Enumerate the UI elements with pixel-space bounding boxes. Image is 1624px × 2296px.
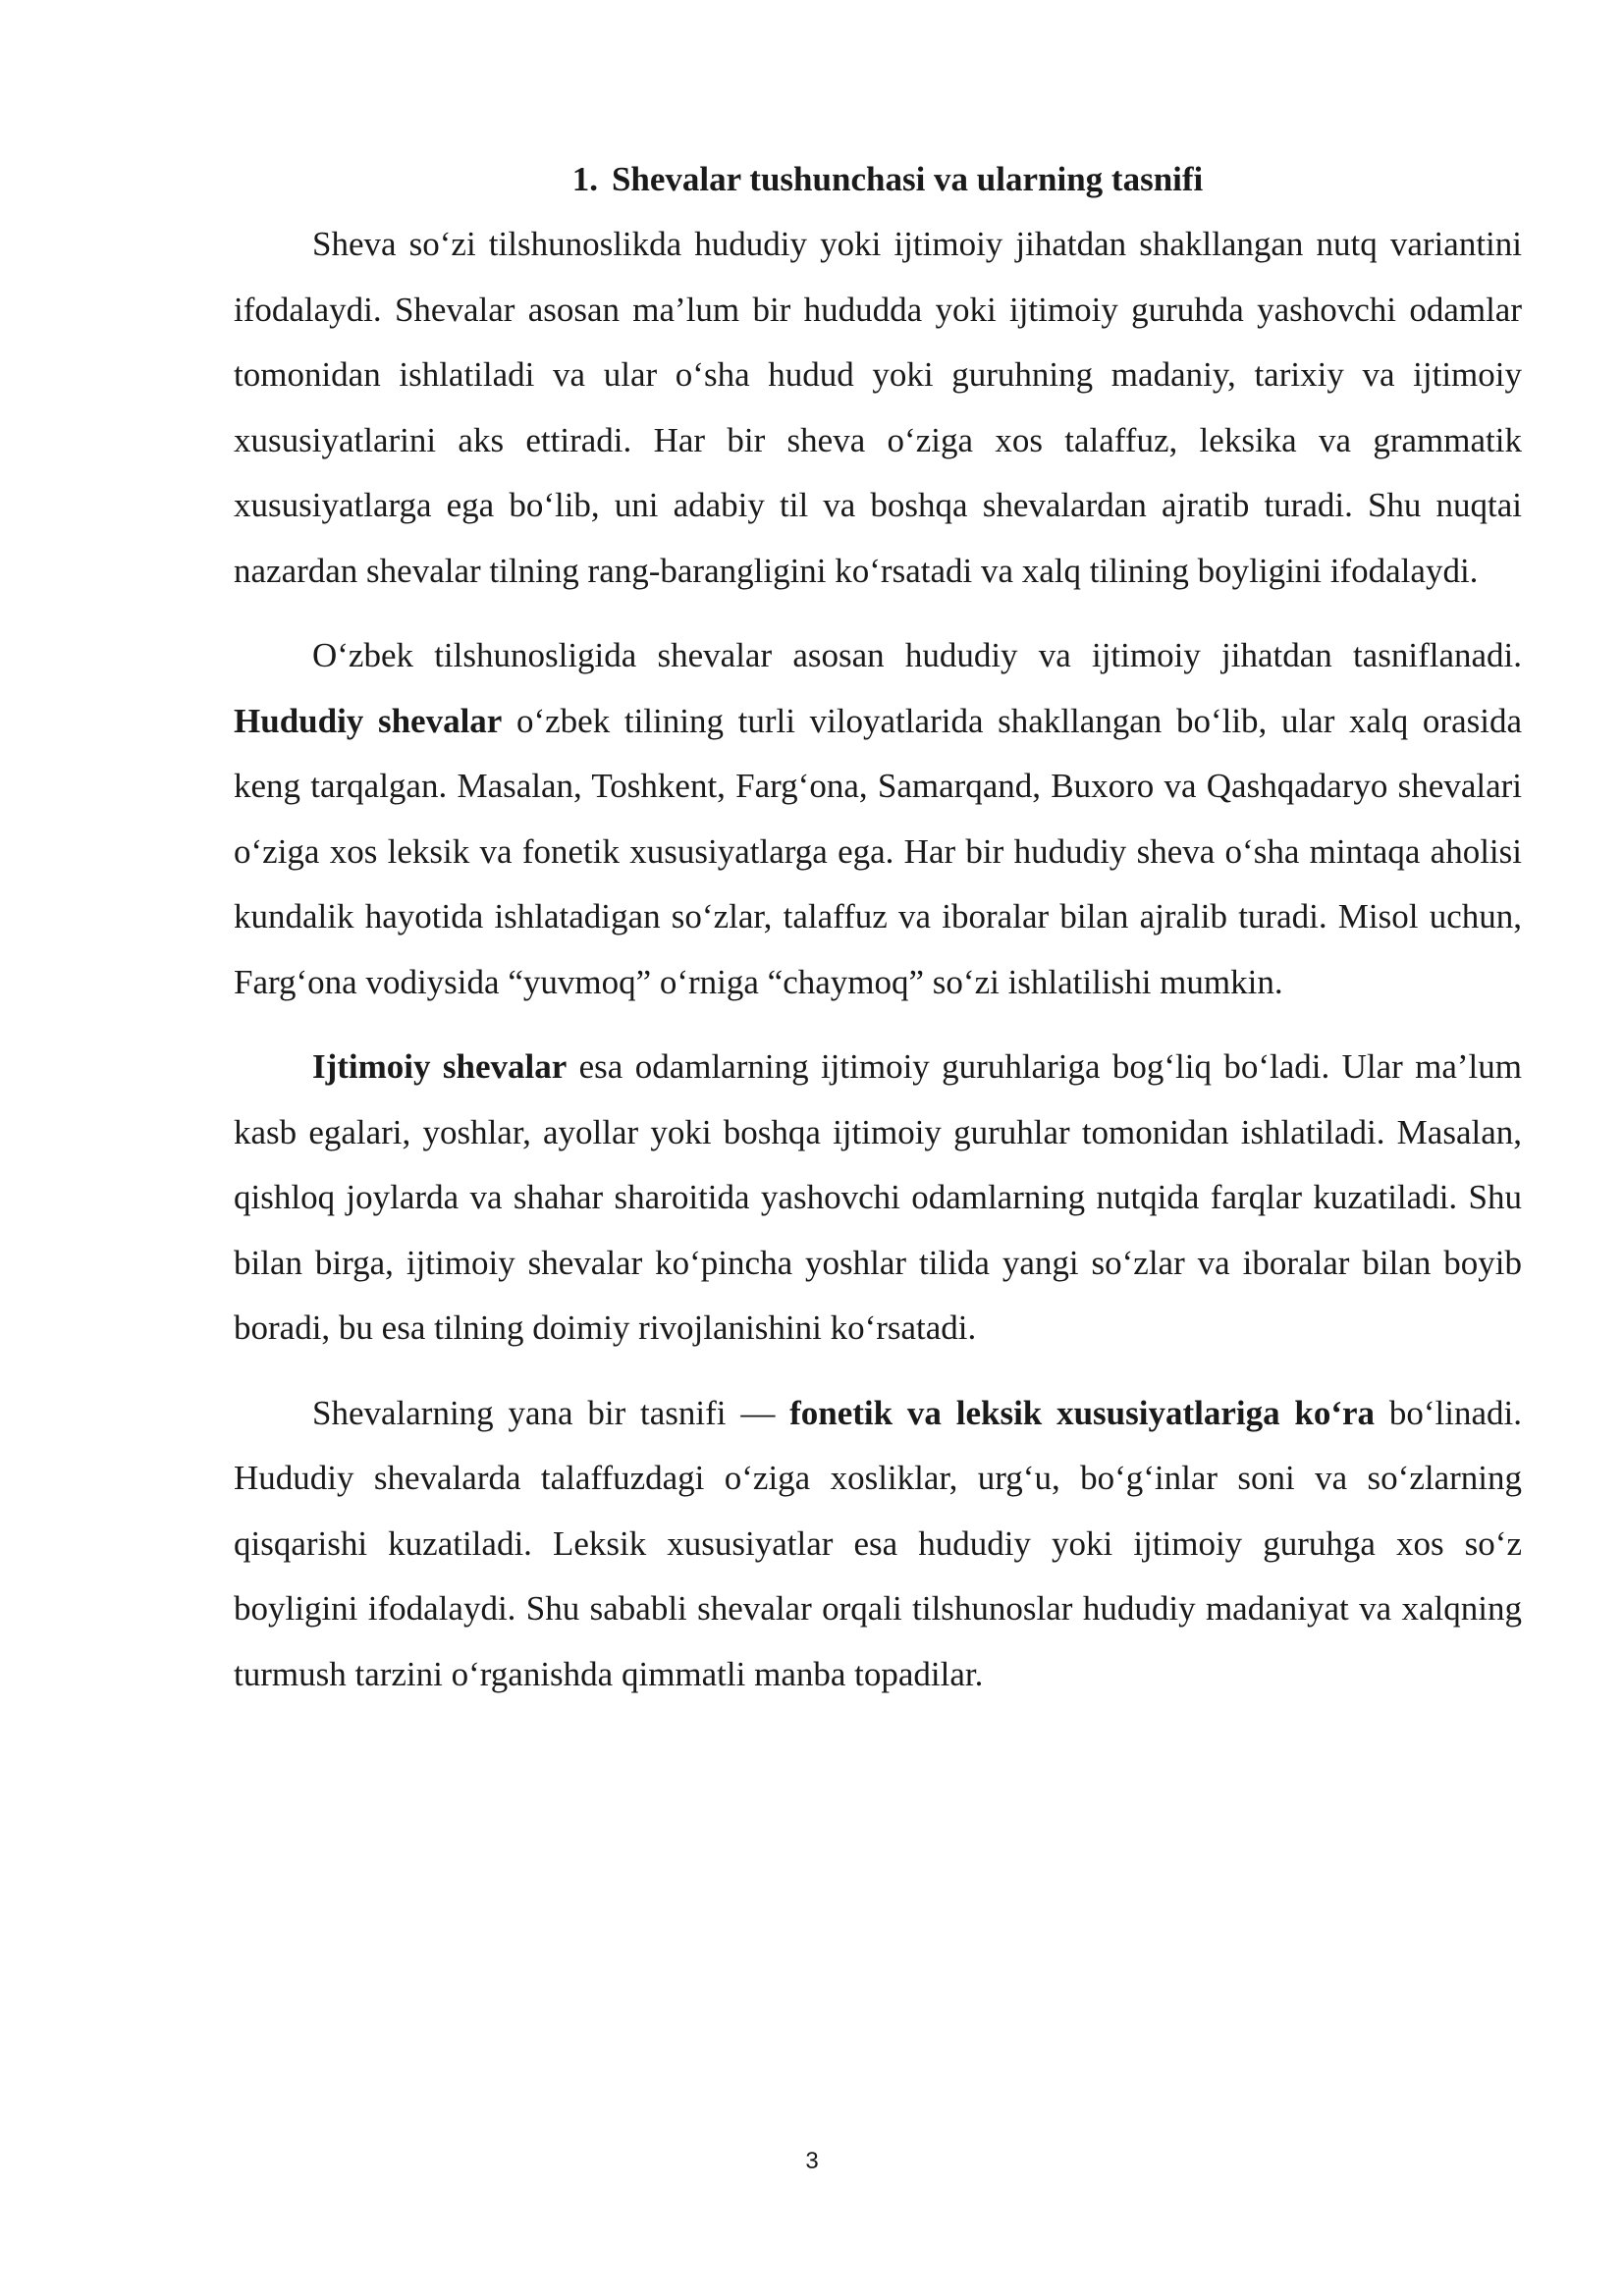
paragraph-4: [234, 1381, 1522, 1708]
page-number: 3: [805, 2148, 819, 2174]
paragraph-3-rest: esa odamlarning ijtimoiy guruhlariga bog‘liq bo‘ladi. Ular ma’lum kasb egalari, yoshlar, ayollar yoki boshqa ijtimoiy guruhlar tomonidan ishlatiladi. Masalan, qishloq joylarda va shahar sharoitida yashovchi odamlarning nutqida farqlar kuzatiladi. Shu bilan birga, ijtimoiy shevalar ko‘pincha yoshlar tilida yangi so‘zlar va iboralar bilan boyib boradi, bu esa tilning doimiy rivojlanishini ko‘rsatadi.: [234, 1047, 1522, 1347]
document-page: [234, 147, 1522, 1707]
section-title: Shevalar tushunchasi va ularning tasnifi: [611, 160, 1204, 198]
paragraph-3: [234, 1035, 1522, 1362]
paragraph-2-lead: O‘zbek tilshunosligida shevalar asosan hududiy va ijtimoiy jihatdan tasniflanadi.: [312, 636, 1522, 674]
term-hududiy-shevalar: Hududiy shevalar: [234, 701, 503, 740]
paragraph-2-rest: o‘zbek tilining turli viloyatlarida shakllangan bo‘lib, ular xalq orasida keng tarqalgan. Masalan, Toshkent, Farg‘ona, Samarqand, Buxoro va Qashqadaryo shevalari o‘ziga xos leksik va fonetik xususiyatlarga ega. Har bir hududiy sheva o‘sha mintaqa aholisi kundalik hayotida ishlatadigan so‘zlar, talaffuz va iboralar bilan ajralib turadi. Misol uchun, Farg‘ona vodiysida “yuvmoq” o‘rniga “chaymoq” so‘zi ishlatilishi mumkin.: [234, 701, 1522, 1001]
section-heading: [234, 147, 1522, 212]
term-fonetik-leksik: fonetik va leksik xususiyatlariga ko‘ra: [789, 1393, 1376, 1432]
term-ijtimoiy-shevalar: Ijtimoiy shevalar: [312, 1047, 568, 1086]
paragraph-1: [234, 212, 1522, 604]
paragraph-1-text: Sheva so‘zi tilshunoslikda hududiy yoki ijtimoiy jihatdan shakllangan nutq variantini ifodalaydi. Shevalar asosan ma’lum bir hududda yoki ijtimoiy guruhda yashovchi odamlar tomonidan ishlatiladi va ular o‘sha hudud yoki guruhning madaniy, tarixiy va ijtimoiy xususiyatlarini aks ettiradi. Har bir sheva o‘ziga xos talaffuz, leksika va grammatik xususiyatlarga ega bo‘lib, uni adabiy til va boshqa shevalardan ajratib turadi. Shu nuqtai nazardan shevalar tilning rang-barangligini ko‘rsatadi va xalq tilining boyligini ifodalaydi.: [234, 225, 1522, 590]
paragraph-2: [234, 623, 1522, 1015]
paragraph-4-rest: bo‘linadi. Hududiy shevalarda talaffuzdagi o‘ziga xosliklar, urg‘u, bo‘g‘inlar soni va so‘zlarning qisqarishi kuzatiladi. Leksik xususiyatlar esa hududiy yoki ijtimoiy guruhga xos so‘z boyligini ifodalaydi. Shu sababli shevalar orqali tilshunoslar hududiy madaniyat va xalqning turmush tarzini o‘rganishda qimmatli manba topadilar.: [234, 1393, 1522, 1693]
section-number: 1.: [571, 160, 598, 198]
paragraph-4-lead: Shevalarning yana bir tasnifi —: [312, 1393, 790, 1432]
